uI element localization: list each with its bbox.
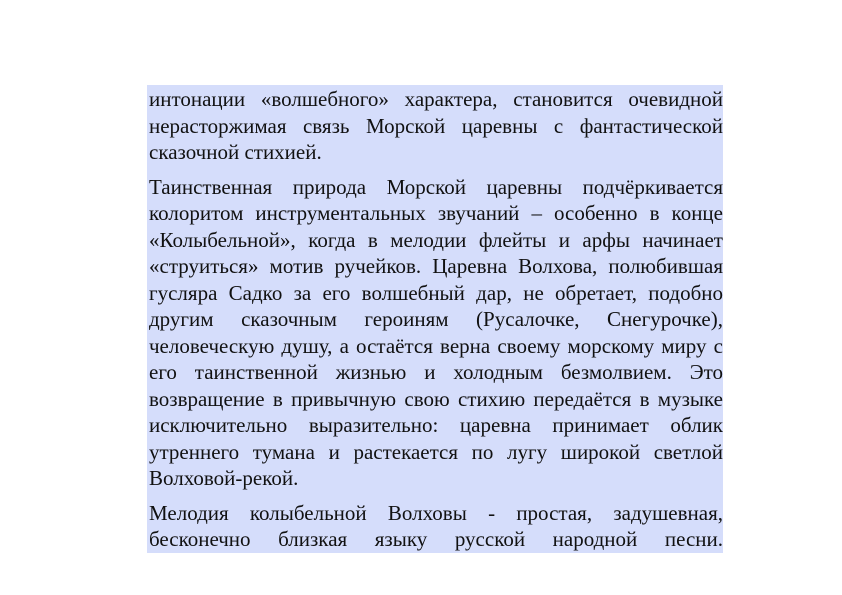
paragraph-1: интонации «волшебного» характера, становится очевидной нерасторжимая связь Морской царевны с фантастической сказочной стихией. (149, 87, 723, 164)
paragraph-3: Мелодия колыбельной Волховы - простая, задушевная, бесконечно близкая языку русской народной песни. (149, 500, 723, 551)
paragraph-2: Таинственная природа Морской царевны подчёркивается колоритом инструментальных звучаний – особенно в конце «Колыбельной», когда в мелодии флейты и арфы начинает «струиться» мотив ручейков. Царевна Волхова, полюбившая гусляра Садко за его волшебный дар, не обретает, подобно другим сказочным героиням (Русалочке, Снегурочке), человеческую душу, а остаётся верна своему морскому миру с его таинственной жизнью и холодным безмолвием. Это возвращение в привычную свою стихию передаётся в музыке исключительно выразительно: царевна принимает облик утреннего тумана и растекается по лугу широкой светлой Волховой-рекой. (149, 174, 723, 490)
highlighted-text-block (147, 85, 723, 553)
